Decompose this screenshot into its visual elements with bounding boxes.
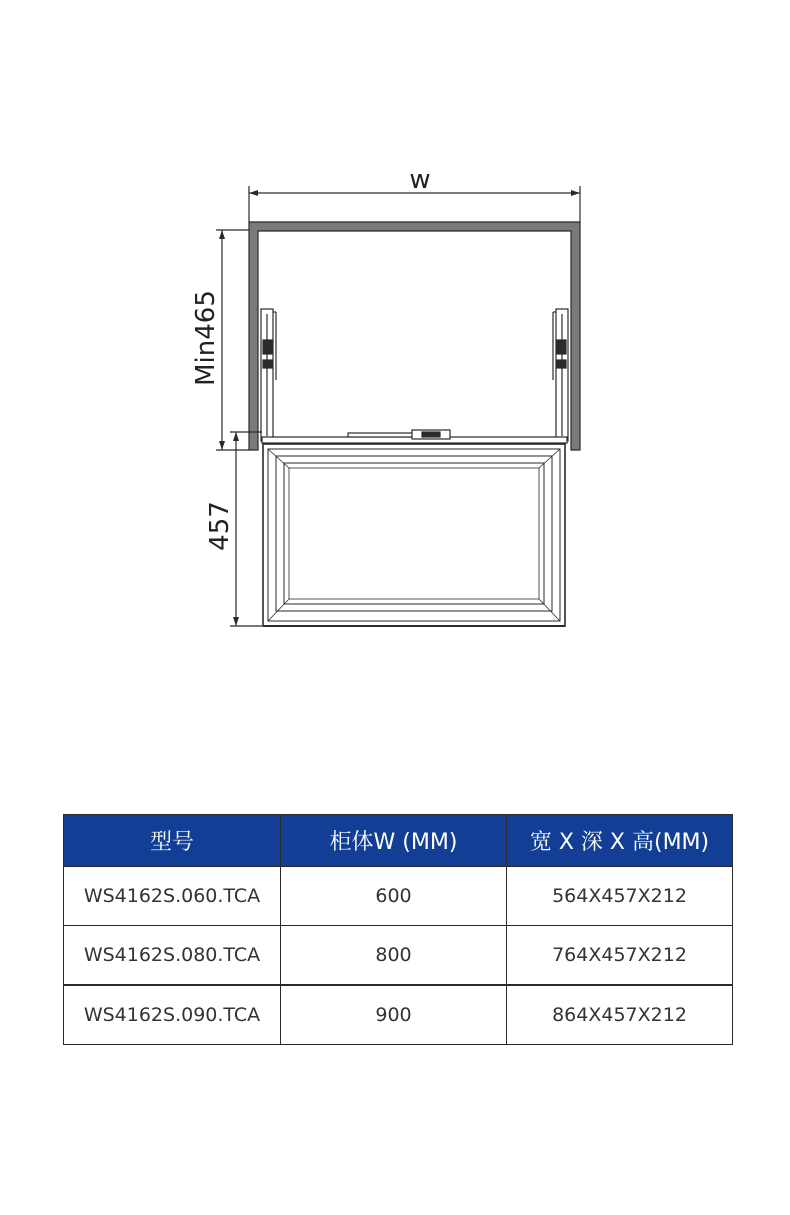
cabinet-frame [249, 222, 580, 450]
cell-cabinet-width: 600 [281, 867, 507, 926]
table-row [64, 867, 733, 926]
cell-cabinet-width: 800 [281, 926, 507, 986]
cell-model: WS4162S.090.TCA [64, 985, 281, 1045]
cell-cabinet-width: 900 [281, 985, 507, 1045]
header-cabinet-width: 柜体W (MM) [281, 815, 507, 867]
cell-dimensions: 864X457X212 [507, 985, 733, 1045]
basket-height-label: 457 [205, 501, 235, 551]
right-lift-arm [553, 309, 568, 441]
cell-dimensions: 564X457X212 [507, 867, 733, 926]
width-label: w [409, 165, 431, 195]
basket-top-rail [262, 430, 567, 443]
cell-model: WS4162S.080.TCA [64, 926, 281, 986]
left-lift-arm [261, 309, 276, 441]
height-label: Min465 [191, 290, 221, 386]
spec-table [63, 814, 733, 1045]
cell-dimensions: 764X457X212 [507, 926, 733, 986]
header-model: 型号 [64, 815, 281, 867]
pull-down-basket [263, 444, 565, 626]
table-row [64, 926, 733, 986]
table-row [64, 985, 733, 1045]
table-header-row [64, 815, 733, 867]
cell-model: WS4162S.060.TCA [64, 867, 281, 926]
header-dimensions: 宽 X 深 X 高(MM) [507, 815, 733, 867]
